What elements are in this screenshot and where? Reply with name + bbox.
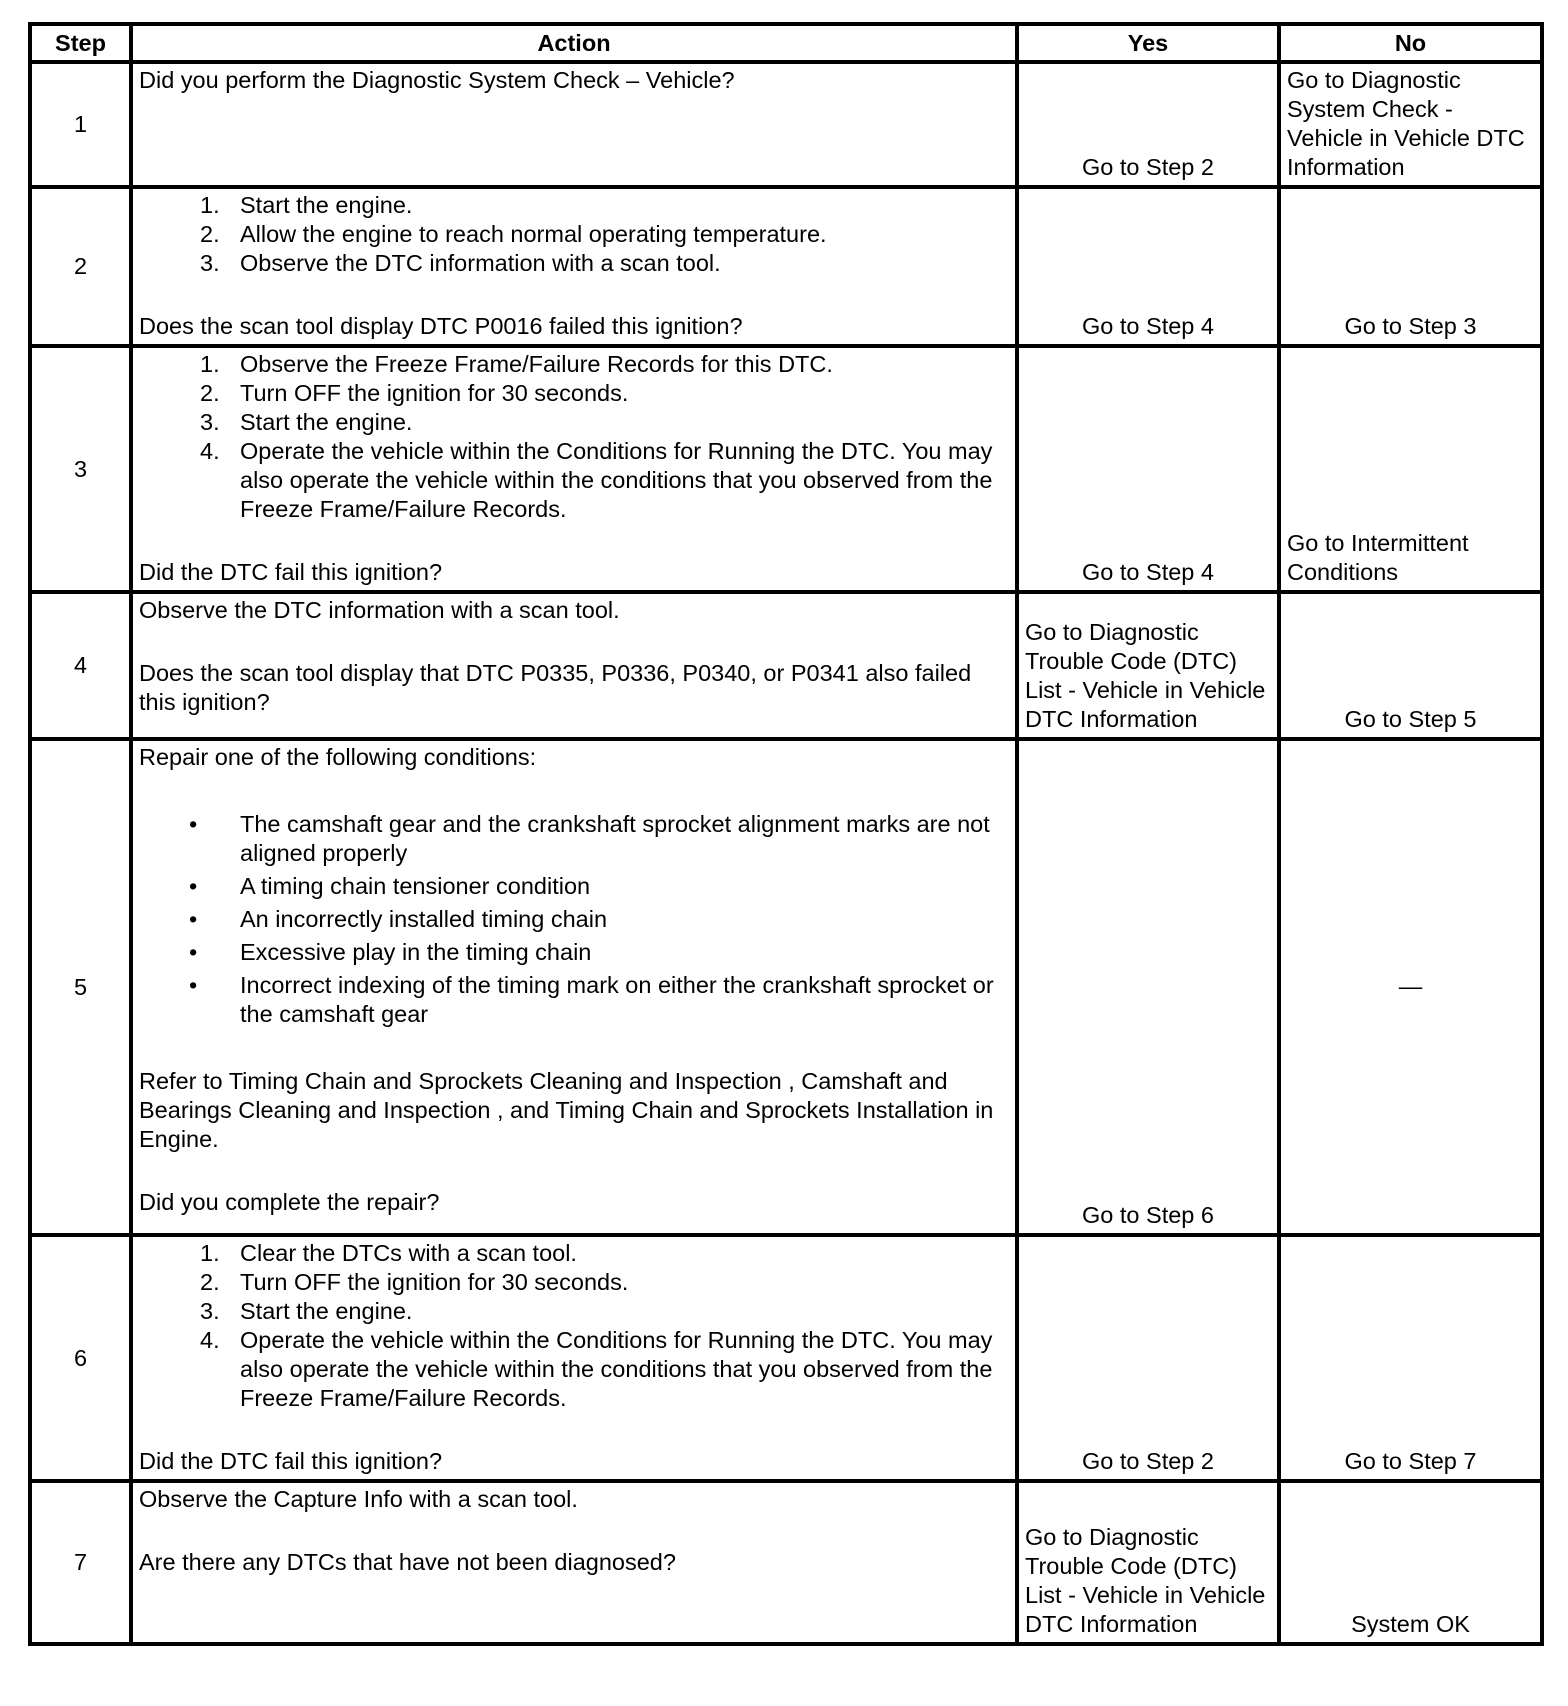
yes-cell: Go to Step 2	[1017, 1235, 1279, 1481]
no-cell: System OK	[1279, 1481, 1542, 1644]
action-cell	[131, 62, 1017, 187]
list-item-text: Observe the DTC information with a scan tool.	[240, 250, 721, 276]
action-cell	[131, 739, 1017, 1235]
list-number: 1.	[200, 1240, 220, 1266]
diagnostic-table	[28, 22, 1544, 1646]
list-number: 3.	[200, 409, 220, 435]
list-number: 2.	[200, 380, 220, 406]
list-item	[139, 1239, 1009, 1268]
list-item-text: Start the engine.	[240, 409, 413, 435]
question-text: Did you complete the repair?	[139, 1189, 440, 1215]
intro-text: Observe the DTC information with a scan tool.	[139, 597, 620, 623]
list-item	[139, 249, 1009, 278]
table-row	[30, 187, 1542, 346]
header-no: No	[1279, 24, 1542, 62]
table-row	[30, 739, 1542, 1235]
list-item	[139, 971, 1009, 1029]
list-item-text: Observe the Freeze Frame/Failure Records for this DTC.	[240, 351, 833, 377]
bullet-glyph: •	[189, 906, 198, 932]
no-cell: Go to Step 3	[1279, 187, 1542, 346]
step-number: 1	[30, 62, 131, 187]
question-text: Does the scan tool display that DTC P0335, P0336, P0340, or P0341 also failed this ignition?	[139, 660, 972, 715]
list-item	[139, 379, 1009, 408]
bullet-glyph: •	[189, 972, 198, 998]
list-number: 4.	[200, 438, 220, 464]
list-item	[139, 220, 1009, 249]
list-item	[139, 191, 1009, 220]
list-item	[139, 350, 1009, 379]
list-item-text: Incorrect indexing of the timing mark on either the crankshaft sprocket or the camshaft gear	[240, 972, 994, 1027]
question-text: Are there any DTCs that have not been diagnosed?	[139, 1549, 676, 1575]
intro-text: Observe the Capture Info with a scan tool.	[139, 1486, 578, 1512]
question-text: Did you perform the Diagnostic System Check – Vehicle?	[139, 67, 735, 93]
list-item-text: Turn OFF the ignition for 30 seconds.	[240, 380, 629, 406]
step-number: 6	[30, 1235, 131, 1481]
no-cell: —	[1279, 739, 1542, 1235]
action-cell	[131, 346, 1017, 592]
table-row	[30, 62, 1542, 187]
action-cell	[131, 592, 1017, 739]
list-item	[139, 408, 1009, 437]
yes-cell: Go to Step 2	[1017, 62, 1279, 187]
action-cell	[131, 1481, 1017, 1644]
step-number: 2	[30, 187, 131, 346]
list-item-text: Start the engine.	[240, 1298, 413, 1324]
question-text: Did the DTC fail this ignition?	[139, 1448, 443, 1474]
yes-cell: Go to Step 4	[1017, 346, 1279, 592]
list-item-text: Operate the vehicle within the Conditions for Running the DTC. You may also operate the vehicle within the conditions that you observed from the Freeze Frame/Failure Records.	[240, 438, 993, 522]
no-cell: Go to Step 7	[1279, 1235, 1542, 1481]
yes-cell: Go to Diagnostic Trouble Code (DTC) List - Vehicle in Vehicle DTC Information	[1017, 592, 1279, 739]
yes-cell: Go to Step 6	[1017, 739, 1279, 1235]
list-item-text: Clear the DTCs with a scan tool.	[240, 1240, 577, 1266]
refer-text: Refer to Timing Chain and Sprockets Cleaning and Inspection , Camshaft and Bearings Cleaning and Inspection , and Timing Chain and Sprockets Installation in Engine.	[139, 1068, 994, 1152]
step-number: 3	[30, 346, 131, 592]
bullet-glyph: •	[189, 939, 198, 965]
list-item	[139, 437, 1009, 524]
yes-cell: Go to Step 4	[1017, 187, 1279, 346]
list-item	[139, 938, 1009, 967]
table-row	[30, 592, 1542, 739]
yes-cell: Go to Diagnostic Trouble Code (DTC) List - Vehicle in Vehicle DTC Information	[1017, 1481, 1279, 1644]
list-item-text: Start the engine.	[240, 192, 413, 218]
bullet-glyph: •	[189, 873, 198, 899]
list-item	[139, 1297, 1009, 1326]
table-row	[30, 1235, 1542, 1481]
bullet-glyph: •	[189, 811, 198, 837]
list-item	[139, 872, 1009, 901]
list-item	[139, 810, 1009, 868]
list-item	[139, 905, 1009, 934]
question-text: Did the DTC fail this ignition?	[139, 559, 443, 585]
question-text: Does the scan tool display DTC P0016 failed this ignition?	[139, 313, 743, 339]
list-item-text: A timing chain tensioner condition	[240, 873, 591, 899]
no-cell: Go to Step 5	[1279, 592, 1542, 739]
list-number: 2.	[200, 221, 220, 247]
header-yes: Yes	[1017, 24, 1279, 62]
header-action: Action	[131, 24, 1017, 62]
list-item-text: Turn OFF the ignition for 30 seconds.	[240, 1269, 629, 1295]
header-row	[30, 24, 1542, 62]
list-item-text: Excessive play in the timing chain	[240, 939, 592, 965]
list-item-text: Allow the engine to reach normal operating temperature.	[240, 221, 827, 247]
no-cell: Go to Diagnostic System Check - Vehicle in Vehicle DTC Information	[1279, 62, 1542, 187]
list-item-text: Operate the vehicle within the Conditions for Running the DTC. You may also operate the vehicle within the conditions that you observed from the Freeze Frame/Failure Records.	[240, 1327, 993, 1411]
table-row	[30, 1481, 1542, 1644]
step-number: 4	[30, 592, 131, 739]
list-number: 1.	[200, 192, 220, 218]
list-item	[139, 1326, 1009, 1413]
no-cell: Go to Intermittent Conditions	[1279, 346, 1542, 592]
step-number: 5	[30, 739, 131, 1235]
table-row	[30, 346, 1542, 592]
list-number: 1.	[200, 351, 220, 377]
action-cell	[131, 1235, 1017, 1481]
list-number: 2.	[200, 1269, 220, 1295]
list-number: 4.	[200, 1327, 220, 1353]
diagnostic-table-container	[28, 22, 1540, 1646]
list-number: 3.	[200, 250, 220, 276]
list-item-text: An incorrectly installed timing chain	[240, 906, 608, 932]
header-step: Step	[30, 24, 131, 62]
step-number: 7	[30, 1481, 131, 1644]
action-cell	[131, 187, 1017, 346]
list-number: 3.	[200, 1298, 220, 1324]
intro-text: Repair one of the following conditions:	[139, 744, 537, 770]
list-item	[139, 1268, 1009, 1297]
list-item-text: The camshaft gear and the crankshaft sprocket alignment marks are not aligned properly	[240, 811, 990, 866]
